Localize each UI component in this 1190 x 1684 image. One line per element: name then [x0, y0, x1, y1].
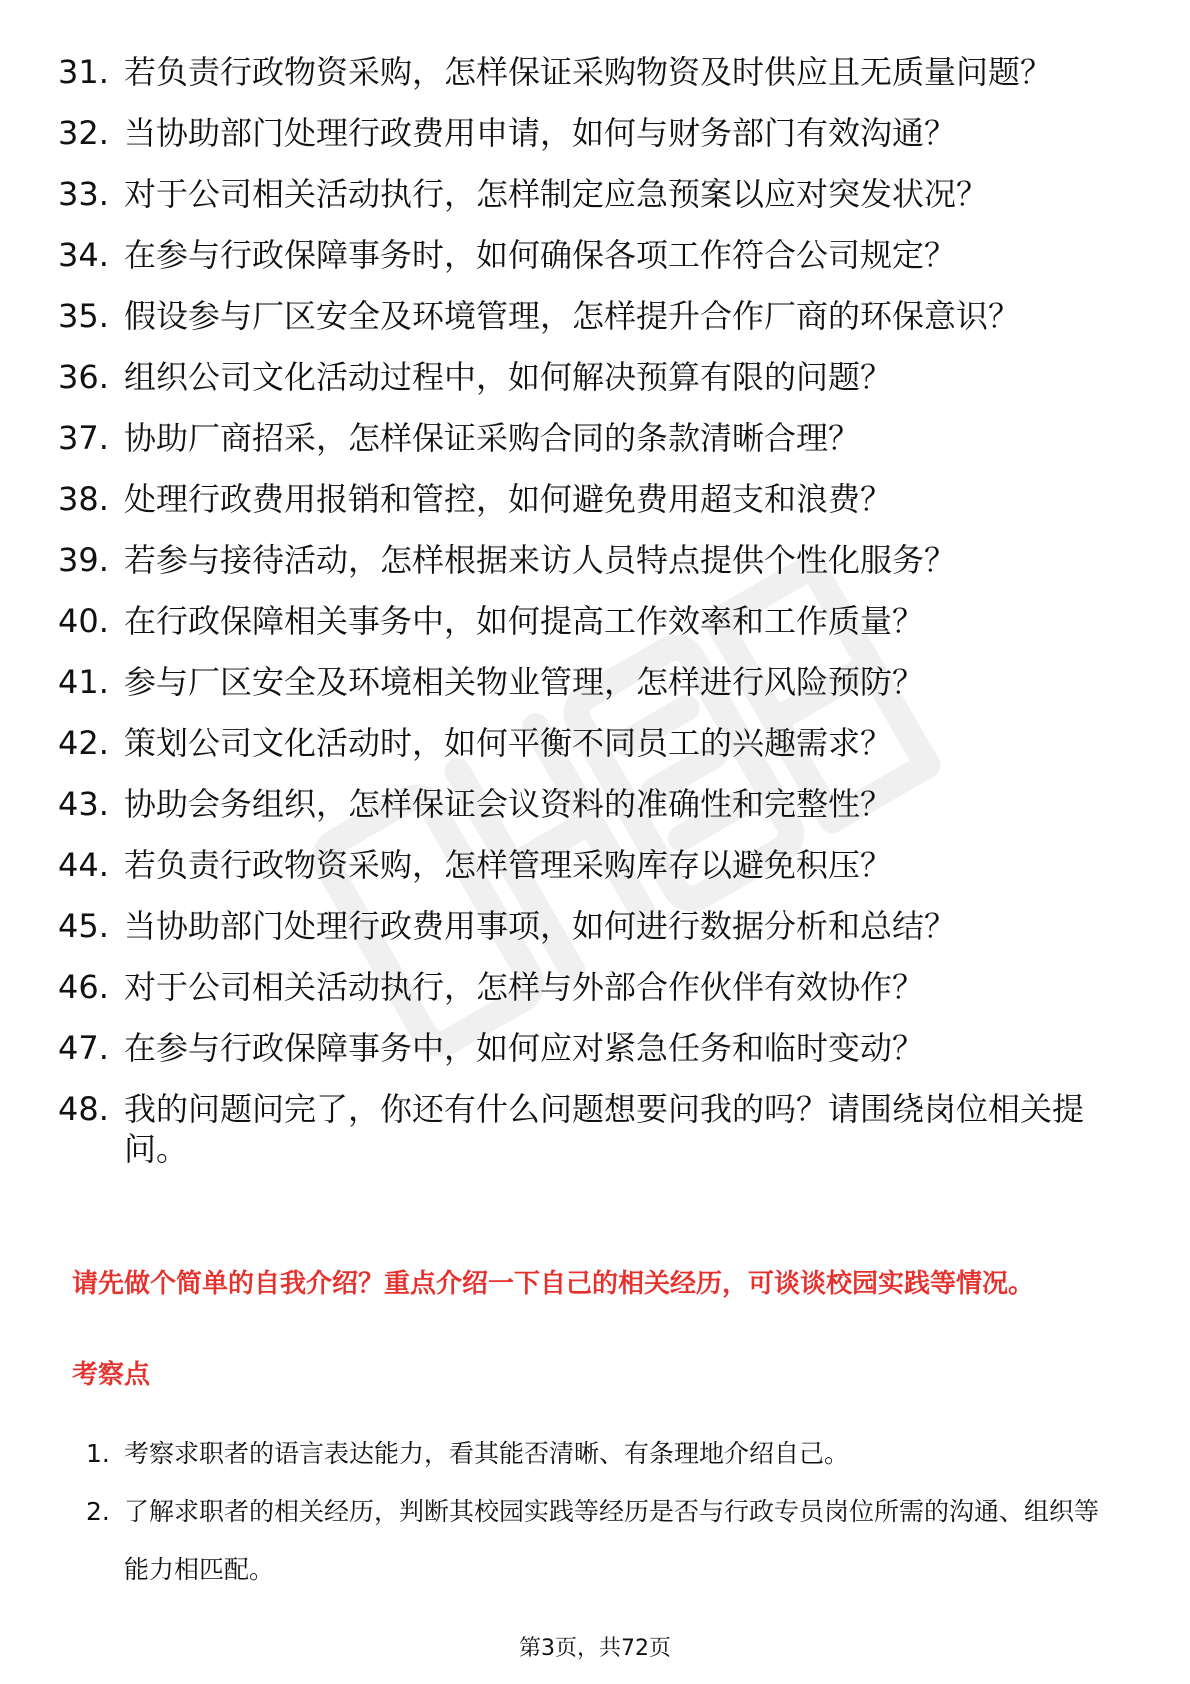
section-title: 请先做个简单的自我介绍？重点介绍一下自己的相关经历，可谈谈校园实践等情况。 [72, 1269, 1035, 1299]
question-item [58, 52, 1118, 92]
point-number: 1. [86, 1439, 110, 1468]
question-text: 策划公司文化活动时，如何平衡不同员工的兴趣需求？ [124, 724, 893, 762]
question-item [58, 235, 1118, 275]
question-text: 组织公司文化活动过程中，如何解决预算有限的问题？ [124, 358, 893, 396]
question-item [58, 540, 1118, 580]
question-item [58, 1089, 1118, 1169]
question-number: 34. [58, 236, 109, 274]
assessment-point [86, 1483, 1116, 1599]
question-item [58, 967, 1118, 1007]
question-text: 我的问题问完了，你还有什么问题想要问我的吗？请围绕岗位相关提问。 [124, 1090, 1085, 1168]
question-item [58, 1028, 1118, 1068]
question-item [58, 662, 1118, 702]
question-item [58, 418, 1118, 458]
question-text: 参与厂区安全及环境相关物业管理，怎样进行风险预防？ [124, 663, 925, 701]
point-text: 了解求职者的相关经历，判断其校园实践等经历是否与行政专员岗位所需的沟通、组织等能力相匹配。 [124, 1497, 1100, 1584]
question-number: 39. [58, 541, 109, 579]
question-item [58, 296, 1118, 336]
question-text: 若参与接待活动，怎样根据来访人员特点提供个性化服务？ [124, 541, 957, 579]
question-item [58, 479, 1118, 519]
question-text: 对于公司相关活动执行，怎样与外部合作伙伴有效协作？ [124, 968, 925, 1006]
question-number: 48. [58, 1090, 109, 1128]
question-number: 43. [58, 785, 109, 823]
assessment-point [86, 1425, 1116, 1483]
section-subtitle: 考察点 [72, 1360, 151, 1390]
question-text: 在参与行政保障事务时，如何确保各项工作符合公司规定？ [124, 236, 957, 274]
question-item [58, 601, 1118, 641]
question-item [58, 784, 1118, 824]
question-number: 36. [58, 358, 109, 396]
question-number: 37. [58, 419, 109, 457]
question-number: 44. [58, 846, 109, 884]
question-number: 46. [58, 968, 109, 1006]
page-footer: 第3页，共72页 [519, 1636, 671, 1661]
question-item [58, 723, 1118, 763]
question-number: 32. [58, 114, 109, 152]
question-item [58, 906, 1118, 946]
question-number: 38. [58, 480, 109, 518]
question-number: 33. [58, 175, 109, 213]
point-number: 2. [86, 1497, 110, 1526]
question-text: 在行政保障相关事务中，如何提高工作效率和工作质量？ [124, 602, 925, 640]
question-item [58, 845, 1118, 885]
question-text: 当协助部门处理行政费用申请，如何与财务部门有效沟通？ [124, 114, 957, 152]
question-item [58, 174, 1118, 214]
question-text: 对于公司相关活动执行，怎样制定应急预案以应对突发状况？ [124, 175, 989, 213]
question-item [58, 357, 1118, 397]
question-number: 47. [58, 1029, 109, 1067]
question-number: 41. [58, 663, 109, 701]
question-number: 40. [58, 602, 109, 640]
question-text: 协助厂商招采，怎样保证采购合同的条款清晰合理？ [124, 419, 861, 457]
question-number: 31. [58, 53, 109, 91]
point-text: 考察求职者的语言表达能力，看其能否清晰、有条理地介绍自己。 [124, 1439, 850, 1468]
assessment-points-list [86, 1425, 1116, 1599]
question-text: 当协助部门处理行政费用事项，如何进行数据分析和总结？ [124, 907, 957, 945]
question-text: 处理行政费用报销和管控，如何避免费用超支和浪费？ [124, 480, 893, 518]
question-text: 若负责行政物资采购，怎样管理采购库存以避免积压？ [124, 846, 893, 884]
question-list [58, 52, 1118, 1190]
question-text: 若负责行政物资采购，怎样保证采购物资及时供应且无质量问题？ [124, 53, 1053, 91]
question-text: 协助会务组织，怎样保证会议资料的准确性和完整性？ [124, 785, 893, 823]
question-number: 45. [58, 907, 109, 945]
question-text: 在参与行政保障事务中，如何应对紧急任务和临时变动？ [124, 1029, 925, 1067]
question-number: 42. [58, 724, 109, 762]
question-text: 假设参与厂区安全及环境管理，怎样提升合作厂商的环保意识？ [124, 297, 1021, 335]
question-number: 35. [58, 297, 109, 335]
question-item [58, 113, 1118, 153]
